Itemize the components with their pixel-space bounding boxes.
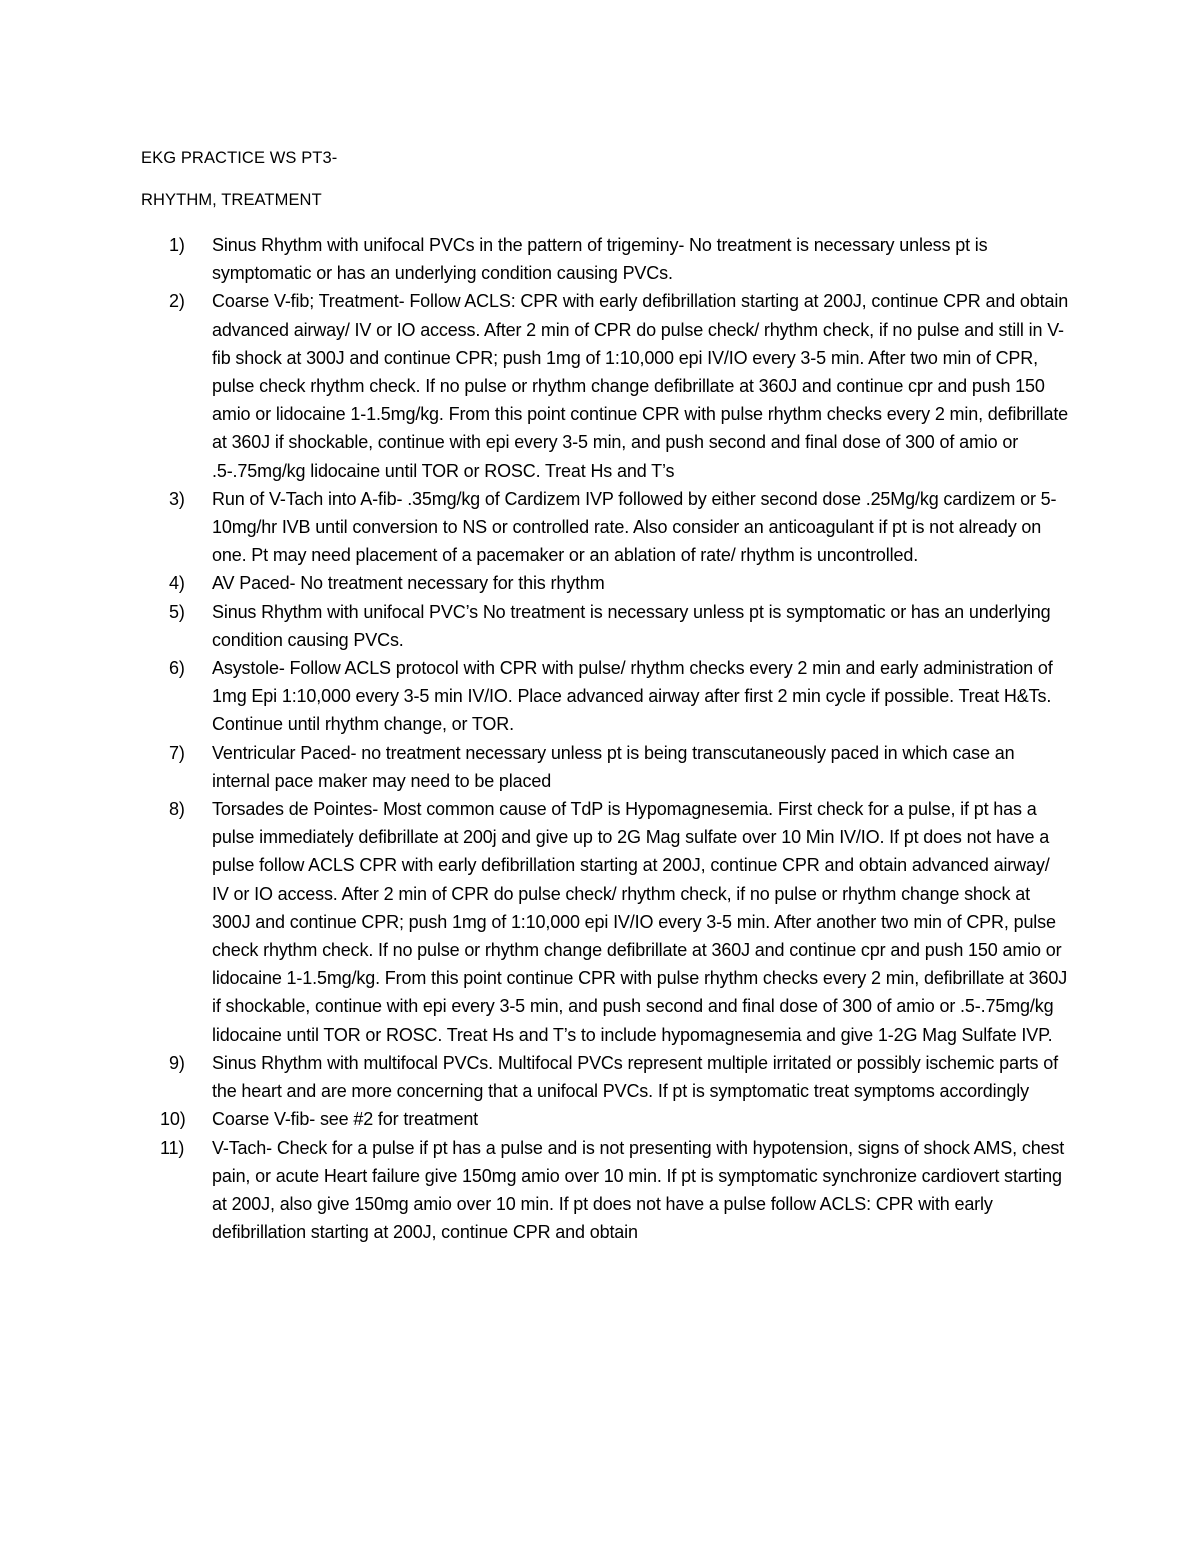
list-item	[0, 231, 1070, 287]
item-text: Torsades de Pointes- Most common cause of TdP is Hypomagnesemia. First check for a pulse, if pt has a pulse immediately defibrillate at 200j and give up to 2G Mag sulfate over 10 Min IV/IO. If pt does not have a pulse follow ACLS CPR with early defibrillation starting at 200J, continue CPR and obtain advanced airway/ IV or IO access. After 2 min of CPR do pulse check/ rhythm check, if no pulse or rhythm change shock at 300J and continue CPR; push 1mg of 1:10,000 epi IV/IO every 3-5 min. After another two min of CPR, pulse check rhythm check. If no pulse or rhythm change defibrillate at 360J and continue cpr and push 150 amio or lidocaine 1-1.5mg/kg. From this point continue CPR with pulse rhythm checks every 2 min, defibrillate at 360J if shockable, continue with epi every 3-5 min, and push second and final dose of 300 of amio or .5-.75mg/kg lidocaine until TOR or ROSC. Treat Hs and T’s to include hypomagnesemia and give 1-2G Mag Sulfate IVP.	[212, 799, 1068, 1045]
list-item	[0, 739, 1070, 795]
item-number: 5)	[169, 601, 185, 622]
list-item	[0, 485, 1070, 570]
treatment-list	[0, 231, 1200, 1246]
item-number: 9)	[169, 1052, 185, 1073]
list-item	[0, 569, 1070, 597]
list-item	[0, 795, 1070, 1049]
document-subtitle: RHYTHM, TREATMENT	[141, 191, 322, 209]
list-item	[0, 654, 1070, 739]
item-text: Sinus Rhythm with unifocal PVC’s No treatment is necessary unless pt is symptomatic or has an underlying condition causing PVCs.	[212, 601, 1051, 650]
list-item	[0, 598, 1070, 654]
item-text: Ventricular Paced- no treatment necessary unless pt is being transcutaneously paced in which case an internal pace maker may need to be placed	[212, 742, 1015, 791]
item-text: Coarse V-fib; Treatment- Follow ACLS: CPR with early defibrillation starting at 200J, continue CPR and obtain advanced airway/ IV or IO access. After 2 min of CPR do pulse check/ rhythm check, if no pulse and still in V-fib shock at 300J and continue CPR; push 1mg of 1:10,000 epi IV/IO every 3-5 min. After two min of CPR, pulse check rhythm check. If no pulse or rhythm change defibrillate at 360J and continue cpr and push 150 amio or lidocaine 1-1.5mg/kg. From this point continue CPR with pulse rhythm checks every 2 min, defibrillate at 360J if shockable, continue with epi every 3-5 min, and push second and final dose of 300 of amio or .5-.75mg/kg lidocaine until TOR or ROSC. Treat Hs and T’s	[212, 291, 1069, 481]
item-number: 11)	[160, 1137, 185, 1158]
item-number: 1)	[169, 235, 185, 255]
item-number: 8)	[169, 799, 185, 820]
item-number: 6)	[169, 658, 185, 679]
item-number: 3)	[169, 488, 185, 509]
item-number: 4)	[169, 573, 185, 594]
list-item	[0, 1049, 1070, 1105]
list-item	[0, 1105, 1070, 1133]
item-text: Sinus Rhythm with multifocal PVCs. Multifocal PVCs represent multiple irritated or possibly ischemic parts of the heart and are more concerning that a unifocal PVCs. If pt is symptomatic treat symptoms accordingly	[212, 1052, 1058, 1102]
document-title: EKG PRACTICE WS PT3-	[141, 149, 338, 167]
item-text: AV Paced- No treatment necessary for this rhythm	[212, 573, 605, 594]
list-item	[0, 1134, 1070, 1247]
item-number: 7)	[169, 742, 185, 763]
item-text: V-Tach- Check for a pulse if pt has a pulse and is not presenting with hypotension, signs of shock AMS, chest pain, or acute Heart failure give 150mg amio over 10 min. If pt is symptomatic synchronize cardiovert starting at 200J, also give 150mg amio over 10 min. If pt does not have a pulse follow ACLS: CPR with early defibrillation starting at 200J, continue CPR and obtain	[212, 1137, 1065, 1243]
item-text: Coarse V-fib- see #2 for treatment	[212, 1109, 479, 1130]
item-number: 10)	[160, 1109, 186, 1130]
list-item	[0, 287, 1070, 484]
item-text: Run of V-Tach into A-fib- .35mg/kg of Cardizem IVP followed by either second dose .25Mg/kg cardizem or 5-10mg/hr IVB until conversion to NS or controlled rate. Also consider an anticoagulant if pt is not already on one. Pt may need placement of a pacemaker or an ablation of rate/ rhythm is uncontrolled.	[212, 488, 1057, 566]
item-text: Asystole- Follow ACLS protocol with CPR with pulse/ rhythm checks every 2 min and early administration of 1mg Epi 1:10,000 every 3-5 min IV/IO. Place advanced airway after first 2 min cycle if possible. Treat H&Ts. Continue until rhythm change, or TOR.	[212, 658, 1053, 735]
item-number: 2)	[169, 291, 185, 312]
item-text: Sinus Rhythm with unifocal PVCs in the pattern of trigeminy- No treatment is necessary unless pt is symptomatic or has an underlying condition causing PVCs.	[212, 235, 988, 284]
